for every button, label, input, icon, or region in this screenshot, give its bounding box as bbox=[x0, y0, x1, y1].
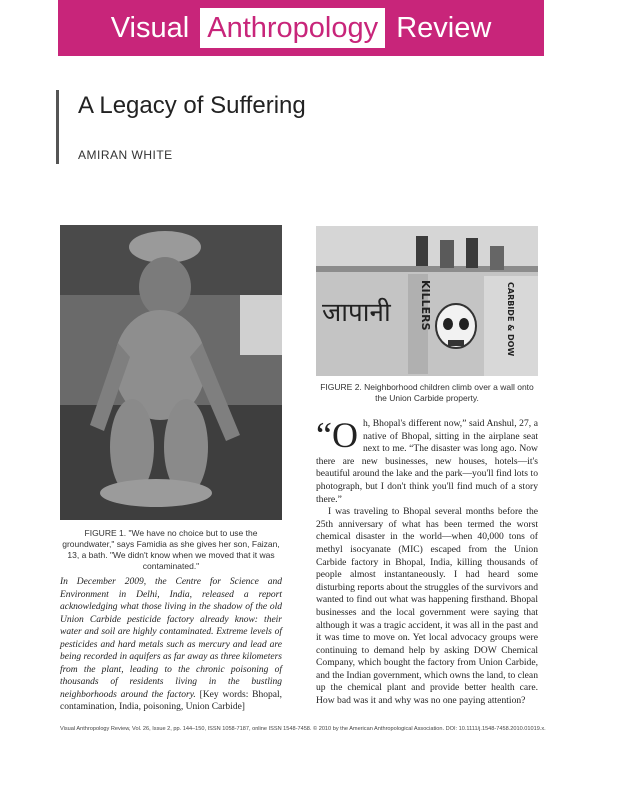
figure-2-caption: FIGURE 2. Neighborhood children climb over a wall onto the Union Carbide property. bbox=[320, 382, 534, 403]
figure-1-illustration bbox=[60, 225, 282, 520]
abstract bbox=[60, 576, 282, 714]
wall-text-middle: KILLERS bbox=[419, 280, 432, 331]
figure-1-caption: FIGURE 1. "We have no choice but to use the groundwater," says Famidia as she gives her son, Faizan, 13, a bath. "We didn't know when we moved that it was contaminated." bbox=[62, 528, 280, 571]
abstract-text: In December 2009, the Centre for Science and Environment in Delhi, India, released a report acknowledging what those living in the shadow of the old Union Carbide pesticide factory already know: their water and soil are highly contaminated. Extreme levels of pesticides and hard metals such as mercury and lead are being recorded in aquifers as far away as three kilometers from the plant, leading to the chronic poisoning of thousands of residents living in the bustling neighborhoods around the factory. bbox=[60, 577, 282, 700]
title-rule bbox=[56, 90, 59, 164]
drop-cap: “O bbox=[316, 415, 358, 455]
body-paragraph-1 bbox=[316, 415, 538, 506]
wall-text-right: CARBIDE & DOW bbox=[506, 282, 515, 357]
citation-footer: Visual Anthropology Review, Vol. 26, Issue 2, pp. 144–150, ISSN 1058-7187, online ISSN 1548-7458. © 2010 by the American Anthropological Association. DOI: 10.1111/j.1548-7458.2010.01019.x. bbox=[60, 726, 546, 732]
article-title: A Legacy of Suffering bbox=[78, 92, 306, 119]
abstract-keywords: [Key words: Bhopal, contamination, India, poisoning, Union Carbide] bbox=[60, 689, 283, 712]
wall-text-left: जापानी bbox=[322, 298, 391, 328]
journal-title bbox=[58, 8, 544, 48]
article-author: AMIRAN WHITE bbox=[78, 148, 173, 162]
journal-title-mid: Anthropology bbox=[200, 8, 385, 48]
journal-title-left: Visual bbox=[110, 12, 190, 44]
figure-2-illustration bbox=[316, 226, 538, 376]
figure-1-photo bbox=[60, 225, 282, 520]
journal-title-right: Review bbox=[396, 12, 492, 44]
body-text bbox=[316, 415, 538, 708]
figure-2-photo bbox=[316, 226, 538, 376]
body-paragraph-1-text: h, Bhopal's different now,” said Anshul, 27, a native of Bhopal, sitting in the airplane seat next to me. “The disaster was long ago. Now there are new businesses, new houses, hotels—it's beautiful around the lake and the park—you'll find lots to photograph, but I don't think you'll find much of a story there.” bbox=[316, 418, 538, 505]
body-paragraph-2: I was traveling to Bhopal several months before the 25th anniversary of what has been termed the worst chemical disaster in the world—when 40,000 tons of methyl isocyanate (MIC) escaped from the Union Carbide factory in Bhopal, India, killing thousands of people almost instantaneously. I had heard some disturbing reports about the struggles of the survivors and wanted to find out what was happening firsthand. Bhopal businesses and the local government were saying that although it was a tragic accident, it was all in the past and it was time to move on. Yet local advocacy groups were continuing to demand help by asking DOW Chemical Company, which bought the factory from Union Carbide, and the Indian government, which owns the land, to clean up the chemical plant and provide better health care. How bad was it and why was no one paying attention? bbox=[316, 506, 538, 707]
journal-banner bbox=[58, 0, 544, 56]
